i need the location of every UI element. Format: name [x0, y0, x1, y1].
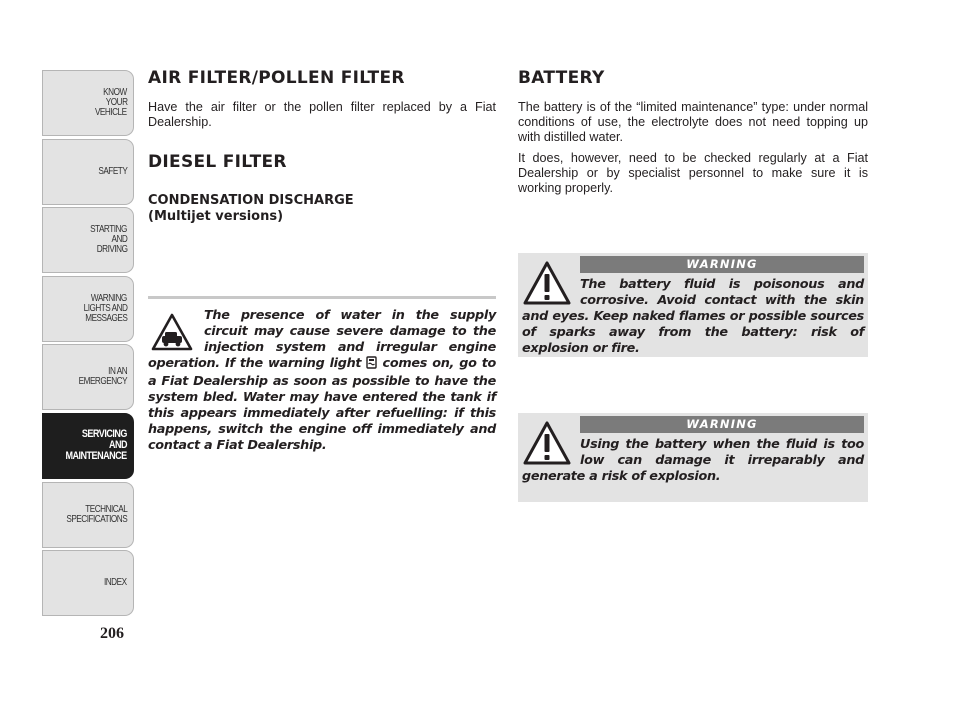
battery-warning-1 — [518, 253, 868, 357]
tab-label-line: WARNING — [91, 292, 127, 304]
water-warning-part2: comes on, go to a Fiat Dealership as soon as possible to have the system bled. Water may have entered the tank if this appears immediately after refuelling: if this happens, switch the engine off immediately and contact a Fiat Dealership. — [148, 356, 497, 453]
warning-triangle-icon — [148, 310, 196, 354]
tab-technical-specifications[interactable] — [42, 482, 134, 548]
tab-starting-and-driving[interactable] — [42, 207, 134, 273]
tab-label-line: MAINTENANCE — [65, 450, 127, 463]
warning-triangle-icon — [522, 259, 572, 307]
tab-label-line: SAFETY — [98, 165, 127, 177]
tab-label-line: INDEX — [104, 577, 127, 589]
water-warning-part1: The presence of water in the supply circuit may cause severe damage to the injection system and irregular engine operation. If the warning light — [148, 308, 496, 371]
air-filter-text: Have the air filter or the pollen filter replaced by a Fiat Dealership. — [148, 100, 496, 129]
water-warning-text — [148, 308, 496, 454]
air-filter-title: AIR FILTER/POLLEN FILTER — [148, 68, 405, 88]
battery-warning-2-text: Using the battery when the fluid is too low can damage it irreparably and generate a risk of explosion. — [522, 437, 864, 484]
water-warning — [148, 296, 496, 454]
warning-header: WARNING — [580, 256, 864, 273]
battery-paragraph-2: It does, however, need to be checked regularly at a Fiat Dealership or by specialist personnel to make sure it is working properly. — [518, 151, 868, 195]
warning-triangle-icon — [522, 419, 572, 467]
tab-in-an-emergency[interactable] — [42, 344, 134, 410]
tab-servicing-and-maintenance[interactable] — [42, 413, 134, 479]
tab-label-line: STARTING — [90, 224, 127, 236]
warning-header: WARNING — [580, 416, 864, 433]
tab-label-line: TECHNICAL — [84, 503, 127, 515]
condensation-title: CONDENSATION DISCHARGE — [148, 193, 354, 208]
left-column — [148, 68, 496, 225]
battery-warning-1-text: The battery fluid is poisonous and corrosive. Avoid contact with the skin and eyes. Keep naked flames or possible sources of sparks away from the battery: risk of explosion or fire. — [522, 277, 864, 356]
battery-paragraph-1: The battery is of the “limited maintenance” type: under normal conditions of use, the electrolyte does not need topping up with distilled water. — [518, 100, 868, 144]
water-in-fuel-icon — [366, 356, 377, 374]
tab-label-line: AND — [108, 439, 127, 452]
tab-label-line: LIGHTS AND — [83, 302, 127, 314]
battery-warning-2 — [518, 413, 868, 502]
condensation-subtitle: (Multijet versions) — [148, 209, 284, 224]
tab-label-line: SERVICING — [81, 428, 127, 441]
section-tabs — [42, 70, 134, 619]
right-column — [518, 68, 868, 196]
tab-know-your-vehicle[interactable] — [42, 70, 134, 136]
diesel-filter-title: DIESEL FILTER — [148, 152, 287, 172]
tab-index[interactable] — [42, 550, 134, 616]
page-number: 206 — [100, 625, 124, 642]
tab-label-line: MESSAGES — [84, 312, 127, 324]
tab-warning-lights-and-messages[interactable] — [42, 276, 134, 342]
battery-title: BATTERY — [518, 68, 605, 88]
tab-label-line: YOUR — [105, 97, 127, 108]
tab-label-line: SPECIFICATIONS — [66, 513, 127, 525]
tab-safety[interactable] — [42, 139, 134, 205]
tab-label-line: VEHICLE — [95, 107, 127, 118]
tab-label-line: IN AN — [108, 366, 127, 378]
tab-label-line: KNOW — [103, 87, 127, 98]
tab-label-line: AND — [111, 234, 127, 246]
tab-label-line: DRIVING — [96, 244, 127, 256]
tab-label-line: EMERGENCY — [78, 376, 127, 388]
